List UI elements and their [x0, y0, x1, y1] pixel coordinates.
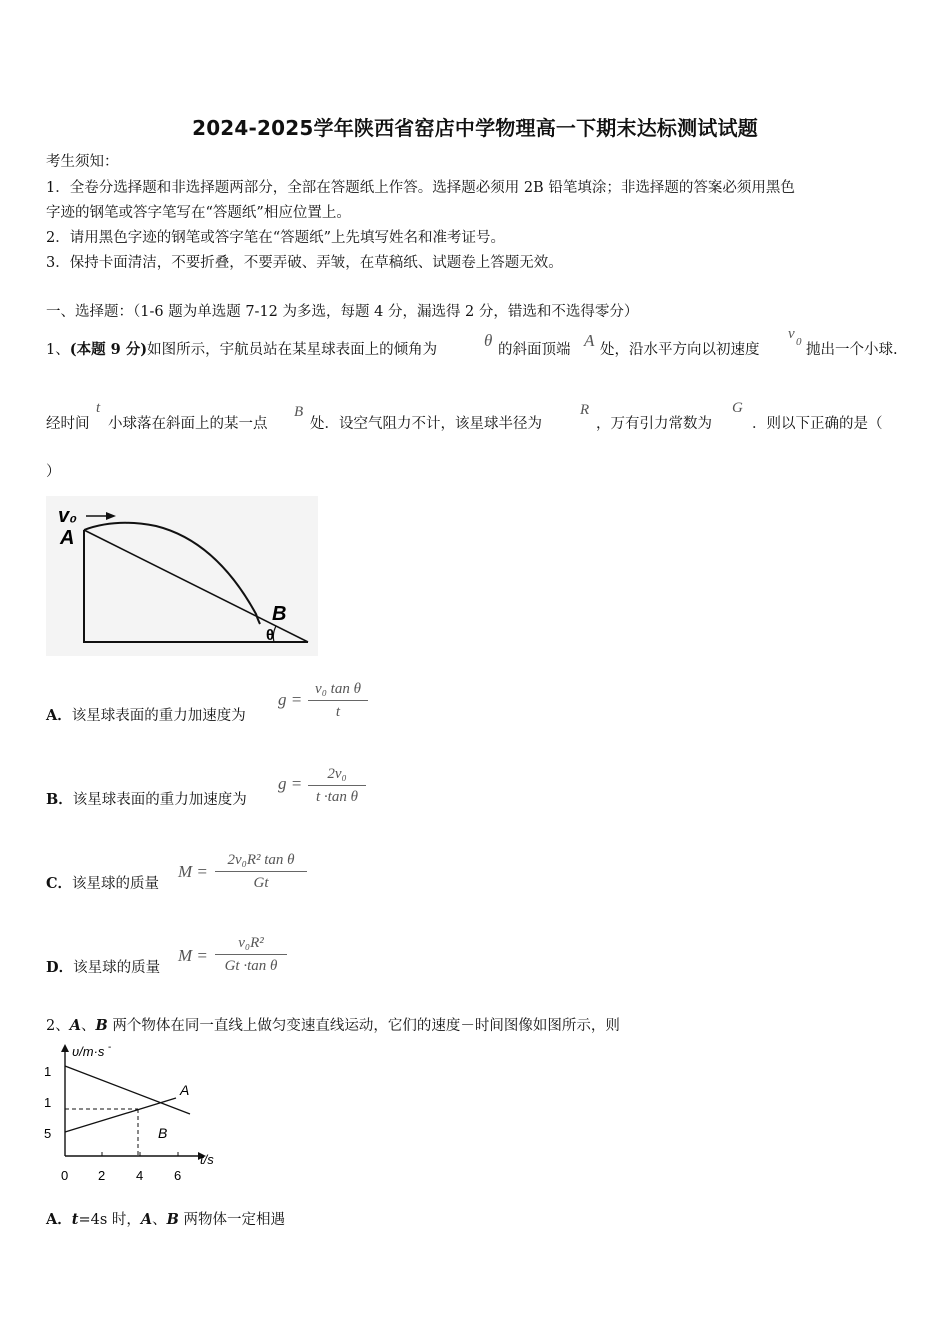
q1-var-v: v	[788, 326, 795, 342]
figure-background	[46, 496, 318, 656]
notice-item-3: 3．保持卡面清洁，不要折叠，不要弄破、弄皱，在草稿纸、试题卷上答题无效。	[46, 255, 563, 271]
option-d-numerator: v₀R²	[238, 935, 264, 951]
x-tick-label: 4	[136, 1168, 144, 1183]
option-d-lhs: M =	[178, 946, 208, 965]
x-tick-label: 6	[174, 1168, 182, 1183]
q1-stem-part-7: 处．设空气阻力不计，该星球半径为	[310, 416, 542, 432]
y-tick-label: 5	[44, 1126, 52, 1141]
option-b-fraction	[308, 765, 366, 806]
q1-var-b: B	[294, 404, 304, 420]
y-axis-label-sup: -	[108, 1042, 112, 1053]
y-axis-arrow	[61, 1044, 69, 1052]
label-v0: v₀	[58, 505, 78, 527]
y-axis-label: υ/m·s	[72, 1044, 105, 1059]
q1-var-t: t	[96, 400, 101, 416]
option-c-fraction	[215, 851, 307, 892]
option-c-lhs: M =	[178, 862, 208, 881]
q1-stem-line-1	[46, 340, 437, 360]
label-a: A	[60, 527, 75, 549]
q1-var-a: A	[584, 331, 595, 350]
option-a-fraction	[308, 680, 368, 721]
section-heading: 一、选择题：（1-6 题为单选题 7-12 为多选，每题 4 分，漏选得 2 分，错选和不选得零分）	[46, 304, 639, 320]
q1-option-a[interactable]	[46, 706, 246, 726]
q2-stem-text: 两个物体在同一直线上做匀变速直线运动，它们的速度－时间图像如图所示，则	[107, 1018, 620, 1034]
notice-item-2: 2．请用黑色字迹的钢笔或答字笔在“答题纸”上先填写姓名和准考证号。	[46, 230, 506, 246]
q2-option-a-text-2: 两物体一定相遇	[178, 1212, 286, 1228]
label-theta: θ	[266, 627, 275, 644]
option-d-denominator: Gt ·tan θ	[224, 958, 278, 974]
q2-velocity-time-graph	[40, 1040, 240, 1188]
q1-incline-figure	[46, 496, 318, 656]
option-d-fraction	[215, 934, 287, 975]
q2-option-a-var-b: B	[166, 1211, 179, 1228]
option-b-text: 该星球表面的重力加速度为	[72, 792, 247, 808]
q2-option-a[interactable]	[46, 1210, 285, 1230]
q2-option-a-t: t	[71, 1211, 79, 1228]
q1-option-d[interactable]	[46, 958, 160, 978]
notice-heading: 考生须知：	[46, 154, 119, 170]
q2-var-a: A	[69, 1017, 81, 1034]
q1-stem-part-6: 小球落在斜面上的某一点	[108, 416, 268, 432]
option-b-numerator: 2v₀	[327, 766, 347, 782]
x-tick-label: 2	[98, 1168, 106, 1183]
q2-option-a-text-1: =4s 时，	[78, 1212, 141, 1228]
q1-var-v-sub: 0	[796, 336, 802, 348]
q1-var-r: R	[580, 402, 590, 418]
q1-stem-part-5: 经时间	[46, 416, 90, 432]
q1-stem-part-9: ．则以下正确的是（	[752, 416, 883, 432]
option-a-lhs: g =	[278, 690, 303, 709]
q1-points: (本题 9 分)	[69, 341, 148, 358]
q1-stem-part-3: 处，沿水平方向以初速度	[600, 342, 760, 358]
y-tick-label: 1	[44, 1095, 52, 1110]
fraction-bar	[308, 700, 368, 701]
line-b	[65, 1066, 190, 1114]
q1-stem-part-1: 如图所示，宇航员站在某星球表面上的倾角为	[147, 342, 438, 358]
option-d-letter: D．	[46, 959, 74, 976]
option-c-text: 该星球的质量	[72, 876, 160, 892]
q2-var-b: B	[95, 1017, 108, 1034]
option-c-letter: C．	[46, 875, 73, 892]
option-a-text: 该星球表面的重力加速度为	[71, 708, 246, 724]
fraction-bar	[215, 954, 287, 955]
q1-stem-part-10: ）	[46, 464, 61, 480]
q1-option-c[interactable]	[46, 874, 159, 894]
q2-number: 2、	[46, 1018, 70, 1034]
option-d-text: 该星球的质量	[73, 960, 161, 976]
q1-stem-part-4: 抛出一个小球.	[806, 342, 898, 358]
fraction-bar	[308, 785, 366, 786]
option-b-denominator: t ·tan θ	[316, 789, 358, 805]
q1-stem-part-2: 的斜面顶端	[498, 342, 571, 358]
q1-var-g: G	[732, 400, 743, 416]
option-b-letter: B．	[46, 791, 73, 808]
line-label-b: B	[158, 1125, 168, 1141]
label-b: B	[272, 603, 287, 625]
q1-stem-part-8: ，万有引力常数为	[596, 416, 712, 432]
y-tick-label: 1	[44, 1064, 52, 1079]
x-axis-label: t/s	[200, 1152, 214, 1167]
option-b-lhs: g =	[278, 774, 303, 793]
q1-number: 1、	[46, 342, 70, 358]
option-a-numerator: v₀ tan θ	[315, 681, 361, 697]
q2-option-a-var-a: A	[140, 1211, 153, 1228]
q1-var-theta: θ	[484, 331, 493, 350]
line-label-a: A	[180, 1082, 190, 1098]
q2-separator: 、	[81, 1018, 96, 1034]
page-title: 2024-2025学年陕西省窑店中学物理高一下期末达标测试试题	[192, 116, 758, 140]
option-a-letter: A．	[46, 707, 72, 724]
q1-option-b[interactable]	[46, 790, 247, 810]
q2-option-a-sep: 、	[152, 1212, 167, 1228]
option-c-numerator: 2v₀R² tan θ	[227, 852, 295, 868]
option-a-denominator: t	[335, 704, 341, 720]
notice-item-1-line-2: 字迹的钢笔或答字笔写在“答题纸”相应位置上。	[46, 205, 351, 221]
q2-option-a-letter: A．	[46, 1211, 72, 1228]
x-tick-label: 0	[61, 1168, 69, 1183]
notice-item-1-line-1: 1．全卷分选择题和非选择题两部分，全部在答题纸上作答。选择题必须用 2B 铅笔填涂；非选择题的答案必须用黑色	[46, 180, 795, 196]
fraction-bar	[215, 871, 307, 872]
option-c-denominator: Gt	[253, 875, 269, 891]
q2-stem	[46, 1016, 620, 1036]
